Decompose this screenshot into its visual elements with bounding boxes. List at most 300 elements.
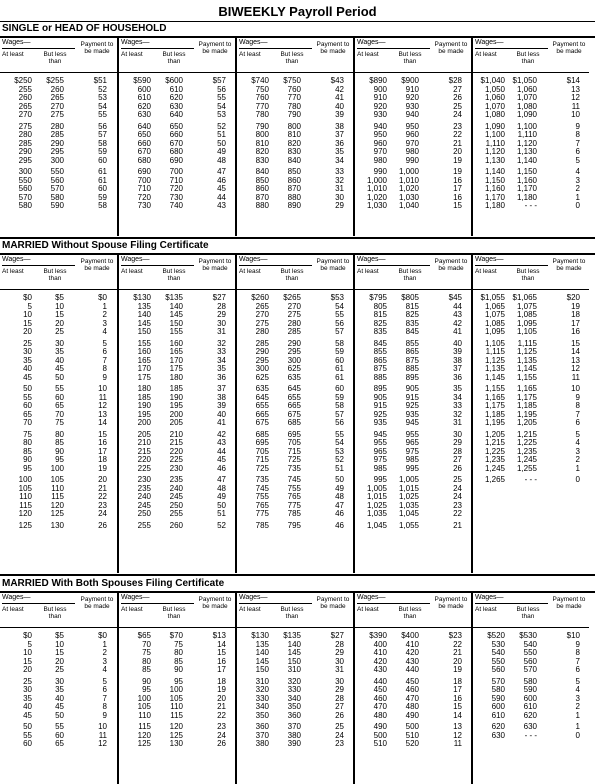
- at-least-cell: 290: [18, 147, 32, 156]
- at-least-cell: 135: [255, 639, 269, 649]
- row-group: [0, 723, 117, 749]
- payment-cell: 59: [335, 392, 344, 402]
- at-least-cell: 710: [137, 184, 151, 193]
- wages-rule: [357, 603, 430, 604]
- payment-cell: 38: [453, 355, 462, 365]
- payment-cell: 24: [335, 730, 344, 740]
- table-row: [237, 202, 353, 211]
- payment-cell: 15: [453, 702, 462, 711]
- but-less-cell: 65: [55, 739, 64, 748]
- table-row: [0, 328, 117, 337]
- payment-cell: 10: [571, 384, 580, 393]
- but-less-cell: 560: [50, 175, 64, 185]
- at-least-cell: 270: [255, 310, 269, 319]
- but-less-cell: $135: [165, 293, 183, 302]
- payment-cell: 55: [217, 93, 226, 102]
- wages-rule: [239, 603, 312, 604]
- at-least-cell: 620: [137, 101, 151, 111]
- payment-cell: 4: [102, 665, 107, 674]
- but-less-cell: 1,045: [398, 509, 419, 518]
- at-least-cell: 680: [137, 155, 151, 165]
- payment-cell: 12: [98, 401, 107, 410]
- table-header: [0, 38, 117, 73]
- but-less-cell: 40: [55, 693, 64, 703]
- but-less-cell: 650: [169, 121, 183, 131]
- payment-cell: 3: [575, 446, 580, 456]
- but-less-cell: $255: [46, 76, 64, 85]
- table-row: [355, 328, 471, 337]
- but-less-cell: 910: [405, 84, 419, 94]
- payment-cell: 3: [575, 693, 580, 703]
- payment-cell: 26: [98, 520, 107, 530]
- payment-cell: 52: [98, 84, 107, 94]
- wages-rule: [239, 48, 312, 49]
- wages-label: Wages—: [475, 256, 504, 263]
- payment-cell: 17: [217, 665, 226, 674]
- wages-rule: [2, 265, 75, 266]
- at-least-cell: 290: [255, 347, 269, 356]
- but-less-cell: 1,070: [516, 93, 537, 102]
- payment-cell: 48: [217, 155, 226, 165]
- table-header: [119, 255, 235, 290]
- but-less-cell: 95: [174, 676, 183, 686]
- payment-cell: 40: [453, 338, 462, 348]
- at-least-cell: 720: [137, 192, 151, 202]
- table-row: [473, 732, 589, 741]
- payment-cell: 57: [335, 409, 344, 419]
- at-least-cell: 865: [373, 355, 387, 365]
- table-row: [473, 202, 589, 211]
- but-less-cell: 340: [287, 693, 301, 703]
- payment-label: Payment to be made: [552, 41, 586, 55]
- but-less-cell: 1,150: [516, 167, 537, 176]
- but-less-cell: 230: [169, 463, 183, 473]
- but-less-cell: 10: [55, 639, 64, 649]
- table-body: [119, 73, 235, 211]
- at-least-cell: 1,105: [484, 338, 505, 348]
- payment-label: Payment to be made: [316, 596, 350, 610]
- but-less-label: But less than: [516, 606, 540, 620]
- payment-cell: 61: [98, 175, 107, 185]
- at-least-cell: 360: [255, 722, 269, 731]
- at-least-cell: 685: [255, 429, 269, 439]
- at-least-cell: $740: [251, 76, 269, 85]
- but-less-cell: 950: [405, 121, 419, 131]
- but-less-cell: 960: [405, 130, 419, 139]
- table-body: [0, 628, 117, 749]
- but-less-cell: 1,040: [398, 201, 419, 210]
- at-least-cell: 300: [18, 167, 32, 176]
- but-less-cell: 220: [169, 446, 183, 456]
- row-group: [237, 522, 353, 531]
- but-less-cell: 1,080: [516, 101, 537, 111]
- table-row: [119, 157, 235, 166]
- payment-cell: 24: [453, 110, 462, 119]
- at-least-cell: 935: [373, 418, 387, 427]
- at-least-cell: 490: [373, 722, 387, 731]
- table-row: [237, 740, 353, 749]
- payment-cell: 55: [98, 110, 107, 119]
- payment-cell: 8: [102, 702, 107, 711]
- but-less-cell: 1,155: [516, 372, 537, 382]
- at-least-cell: 170: [137, 364, 151, 373]
- but-less-label: But less than: [43, 606, 67, 620]
- row-group: [355, 431, 471, 474]
- at-least-cell: 745: [255, 483, 269, 493]
- section-title-single: SINGLE or HEAD OF HOUSEHOLD: [2, 23, 167, 34]
- payment-cell: 24: [217, 730, 226, 740]
- payment-cell: 50: [335, 475, 344, 484]
- but-less-cell: 1,235: [516, 446, 537, 456]
- at-least-cell: $130: [133, 293, 151, 302]
- at-least-cell: 550: [491, 656, 505, 666]
- payment-cell: 19: [453, 167, 462, 176]
- but-less-cell: 970: [405, 138, 419, 148]
- payment-cell: 41: [217, 418, 226, 427]
- payment-label: Payment to be made: [198, 41, 232, 55]
- row-group: [355, 476, 471, 519]
- at-least-cell: 90: [23, 455, 32, 464]
- row-group: [119, 294, 235, 337]
- payment-cell: 23: [453, 500, 462, 510]
- payment-cell: 61: [335, 364, 344, 373]
- payment-cell: 27: [453, 84, 462, 94]
- table-body: [473, 73, 589, 211]
- table-row: [473, 374, 589, 383]
- at-least-cell: 210: [137, 438, 151, 447]
- but-less-cell: 440: [405, 665, 419, 674]
- but-less-cell: 700: [169, 167, 183, 176]
- payment-cell: 3: [102, 318, 107, 328]
- but-less-cell: 1,035: [398, 500, 419, 510]
- at-least-cell: 990: [373, 167, 387, 176]
- at-least-cell: 175: [137, 372, 151, 382]
- payment-cell: 31: [217, 327, 226, 336]
- payment-cell: 57: [98, 130, 107, 139]
- payment-cell: 16: [98, 438, 107, 447]
- at-least-cell: 480: [373, 710, 387, 720]
- but-less-cell: 1,090: [516, 110, 537, 119]
- at-least-cell: 1,165: [484, 392, 505, 402]
- at-least-cell: 245: [137, 500, 151, 510]
- payment-cell: 52: [217, 121, 226, 131]
- wage-table: [353, 255, 471, 573]
- at-least-cell: 1,025: [366, 500, 387, 510]
- at-least-cell: 35: [23, 355, 32, 365]
- but-less-cell: 450: [405, 676, 419, 686]
- payment-cell: 11: [571, 101, 580, 111]
- payment-cell: 30: [453, 429, 462, 439]
- wage-table: [0, 255, 117, 573]
- but-less-cell: 370: [287, 722, 301, 731]
- at-least-cell: 880: [255, 201, 269, 210]
- payment-label: Payment to be made: [552, 596, 586, 610]
- but-less-cell: 1,180: [516, 192, 537, 202]
- at-least-cell: 320: [255, 685, 269, 694]
- but-less-cell: 20: [55, 318, 64, 328]
- but-less-label: But less than: [280, 51, 304, 65]
- but-less-cell: 330: [287, 685, 301, 694]
- at-least-cell: 835: [373, 327, 387, 336]
- at-least-cell: 540: [491, 648, 505, 657]
- table-body: [119, 628, 235, 749]
- payment-cell: 37: [335, 130, 344, 139]
- at-least-cell: 1,205: [484, 429, 505, 439]
- wages-label: Wages—: [121, 256, 150, 263]
- at-least-cell: 670: [137, 147, 151, 156]
- at-least-cell: 775: [255, 509, 269, 518]
- table-row: [473, 328, 589, 337]
- at-least-cell: 790: [255, 121, 269, 131]
- row-group: [473, 476, 589, 485]
- but-less-cell: 45: [55, 364, 64, 373]
- payment-cell: 33: [217, 347, 226, 356]
- but-less-cell: 685: [287, 418, 301, 427]
- but-less-cell: 170: [169, 355, 183, 365]
- row-group: [473, 385, 589, 428]
- at-least-cell: 1,080: [484, 110, 505, 119]
- table-row: [237, 666, 353, 675]
- but-less-cell: 85: [174, 656, 183, 666]
- but-less-cell: 390: [287, 739, 301, 748]
- wages-label: Wages—: [357, 594, 386, 601]
- payment-cell: 3: [575, 175, 580, 185]
- but-less-cell: 70: [55, 409, 64, 419]
- payment-cell: 31: [335, 184, 344, 193]
- but-less-cell: 765: [287, 492, 301, 501]
- but-less-cell: 560: [523, 656, 537, 666]
- table-row: [355, 510, 471, 519]
- at-least-cell: 820: [255, 147, 269, 156]
- at-least-cell: 40: [23, 364, 32, 373]
- but-less-cell: $900: [401, 76, 419, 85]
- payment-cell: 18: [571, 310, 580, 319]
- but-less-cell: 110: [170, 702, 183, 711]
- wages-label: Wages—: [2, 256, 31, 263]
- payment-cell: 57: [335, 327, 344, 336]
- but-less-cell: 480: [405, 702, 419, 711]
- at-least-cell: $65: [137, 631, 151, 640]
- but-less-cell: 15: [55, 310, 64, 319]
- but-less-cell: 865: [405, 347, 419, 356]
- row-group: [237, 431, 353, 474]
- payment-cell: 30: [335, 192, 344, 202]
- table-row: [119, 111, 235, 120]
- payment-cell: 12: [571, 93, 580, 102]
- payment-cell: 56: [335, 418, 344, 427]
- table-header: [355, 255, 471, 290]
- payment-cell: 21: [453, 138, 462, 148]
- wage-table: [117, 38, 235, 236]
- at-least-cell: 285: [255, 338, 269, 348]
- at-least-cell: 1,100: [484, 130, 505, 139]
- but-less-cell: - - -: [524, 475, 537, 484]
- at-least-cell: 165: [137, 355, 151, 365]
- but-less-cell: 300: [287, 355, 301, 365]
- payment-cell: 1: [575, 722, 580, 731]
- payment-cell: 8: [102, 364, 107, 373]
- row-group: [237, 476, 353, 519]
- but-less-cell: $805: [401, 293, 419, 302]
- wages-rule: [475, 603, 548, 604]
- but-less-cell: 630: [169, 101, 183, 111]
- table-row: [119, 202, 235, 211]
- table-row: [473, 465, 589, 474]
- table-row: [119, 465, 235, 474]
- table-row: [355, 157, 471, 166]
- at-least-cell: 1,030: [366, 201, 387, 210]
- at-least-cell: 145: [255, 656, 269, 666]
- row-group: [237, 123, 353, 166]
- at-least-cell: 250: [137, 509, 151, 518]
- table-row: [473, 111, 589, 120]
- at-least-cell: 115: [138, 722, 151, 731]
- at-least-cell: 960: [373, 138, 387, 148]
- at-least-cell: 970: [373, 147, 387, 156]
- wages-label: Wages—: [121, 39, 150, 46]
- but-less-cell: 580: [523, 676, 537, 686]
- payment-cell: 42: [335, 84, 344, 94]
- table-row: [355, 419, 471, 428]
- payment-cell: 0: [575, 730, 580, 740]
- but-less-cell: 720: [169, 184, 183, 193]
- table-header: [237, 255, 353, 290]
- at-least-cell: 280: [255, 327, 269, 336]
- but-less-cell: 1,015: [398, 483, 419, 493]
- at-least-cell: 765: [255, 500, 269, 510]
- at-least-cell: 400: [373, 639, 387, 649]
- payment-cell: 44: [453, 301, 462, 311]
- at-least-cell: 735: [255, 475, 269, 484]
- at-least-cell: 10: [23, 648, 32, 657]
- payment-cell: $28: [448, 76, 462, 85]
- table-body: [237, 628, 353, 749]
- at-least-cell: 830: [255, 155, 269, 165]
- payment-cell: $13: [212, 631, 226, 640]
- at-least-cell: 80: [23, 438, 32, 447]
- table-row: [0, 374, 117, 383]
- payment-cell: 9: [575, 121, 580, 131]
- payment-cell: 1: [102, 639, 107, 649]
- at-least-cell: 470: [373, 702, 387, 711]
- payment-cell: 54: [335, 301, 344, 311]
- payment-cell: 24: [453, 492, 462, 501]
- but-less-cell: 350: [287, 702, 301, 711]
- but-less-cell: 175: [169, 364, 183, 373]
- at-least-cell: 60: [23, 739, 32, 748]
- at-least-cell: 995: [373, 475, 387, 484]
- but-less-cell: $5: [55, 293, 64, 302]
- at-least-cell: 840: [255, 167, 269, 176]
- payment-cell: 20: [98, 475, 107, 484]
- at-least-cell: 95: [142, 685, 151, 694]
- at-least-cell: 125: [137, 739, 151, 748]
- at-least-cell: 80: [142, 656, 151, 666]
- but-less-cell: 1,120: [516, 138, 537, 148]
- wage-table: [117, 593, 235, 784]
- at-least-cell: 25: [23, 338, 32, 348]
- at-least-cell: 20: [23, 665, 32, 674]
- at-least-cell: 180: [137, 384, 151, 393]
- at-least-cell: 955: [373, 438, 387, 447]
- at-least-cell: 125: [18, 520, 32, 530]
- but-less-cell: 705: [287, 438, 301, 447]
- table-header: [355, 38, 471, 73]
- wages-rule: [357, 265, 430, 266]
- wages-rule: [239, 265, 312, 266]
- row-group: [473, 632, 589, 675]
- at-least-cell: 1,015: [366, 492, 387, 501]
- but-less-cell: 490: [405, 710, 419, 720]
- at-least-cell: 695: [255, 438, 269, 447]
- payment-cell: 2: [575, 455, 580, 464]
- at-least-cell: 120: [18, 509, 32, 518]
- row-group: [237, 294, 353, 337]
- payment-cell: 59: [98, 147, 107, 156]
- wage-table: [0, 593, 117, 784]
- payment-cell: 58: [335, 401, 344, 410]
- payment-cell: 60: [335, 355, 344, 365]
- payment-cell: 37: [453, 364, 462, 373]
- but-less-cell: 890: [287, 201, 301, 210]
- at-least-cell: 1,215: [484, 438, 505, 447]
- payment-label: Payment to be made: [316, 258, 350, 272]
- at-least-cell: 150: [137, 327, 151, 336]
- table-row: [0, 522, 117, 531]
- but-less-cell: 940: [405, 110, 419, 119]
- row-group: [355, 632, 471, 675]
- section-single-tables: [0, 38, 595, 236]
- table-row: [119, 374, 235, 383]
- payment-cell: 4: [575, 685, 580, 694]
- at-least-cell: 25: [23, 676, 32, 686]
- payment-cell: 28: [217, 301, 226, 311]
- at-least-cell: 860: [255, 184, 269, 193]
- but-less-cell: 1,175: [516, 392, 537, 402]
- but-less-cell: 290: [50, 138, 64, 148]
- wage-table: [471, 38, 589, 236]
- wages-label: Wages—: [239, 594, 268, 601]
- but-less-cell: 1,010: [398, 175, 419, 185]
- at-least-cell: $520: [487, 631, 505, 640]
- payment-cell: 22: [453, 130, 462, 139]
- row-group: [237, 632, 353, 675]
- at-least-cell: 440: [373, 676, 387, 686]
- row-group: [355, 77, 471, 120]
- at-least-cell: 900: [373, 84, 387, 94]
- at-least-cell: 300: [255, 364, 269, 373]
- payment-cell: 8: [575, 401, 580, 410]
- payment-cell: 2: [102, 310, 107, 319]
- payment-cell: 32: [453, 409, 462, 419]
- at-least-cell: 675: [255, 418, 269, 427]
- at-least-cell: 510: [373, 739, 387, 748]
- at-least-cell: 200: [137, 418, 151, 427]
- but-less-cell: 790: [287, 110, 301, 119]
- but-less-cell: 380: [287, 730, 301, 740]
- but-less-cell: 85: [55, 438, 64, 447]
- payment-cell: 33: [335, 167, 344, 176]
- but-less-cell: 60: [55, 730, 64, 740]
- wages-label: Wages—: [239, 39, 268, 46]
- payment-cell: 19: [453, 155, 462, 165]
- but-less-cell: 780: [287, 101, 301, 111]
- but-less-label: But less than: [398, 51, 422, 65]
- payment-cell: 16: [453, 175, 462, 185]
- but-less-label: But less than: [280, 606, 304, 620]
- but-less-cell: 285: [287, 327, 301, 336]
- payment-cell: 0: [575, 475, 580, 484]
